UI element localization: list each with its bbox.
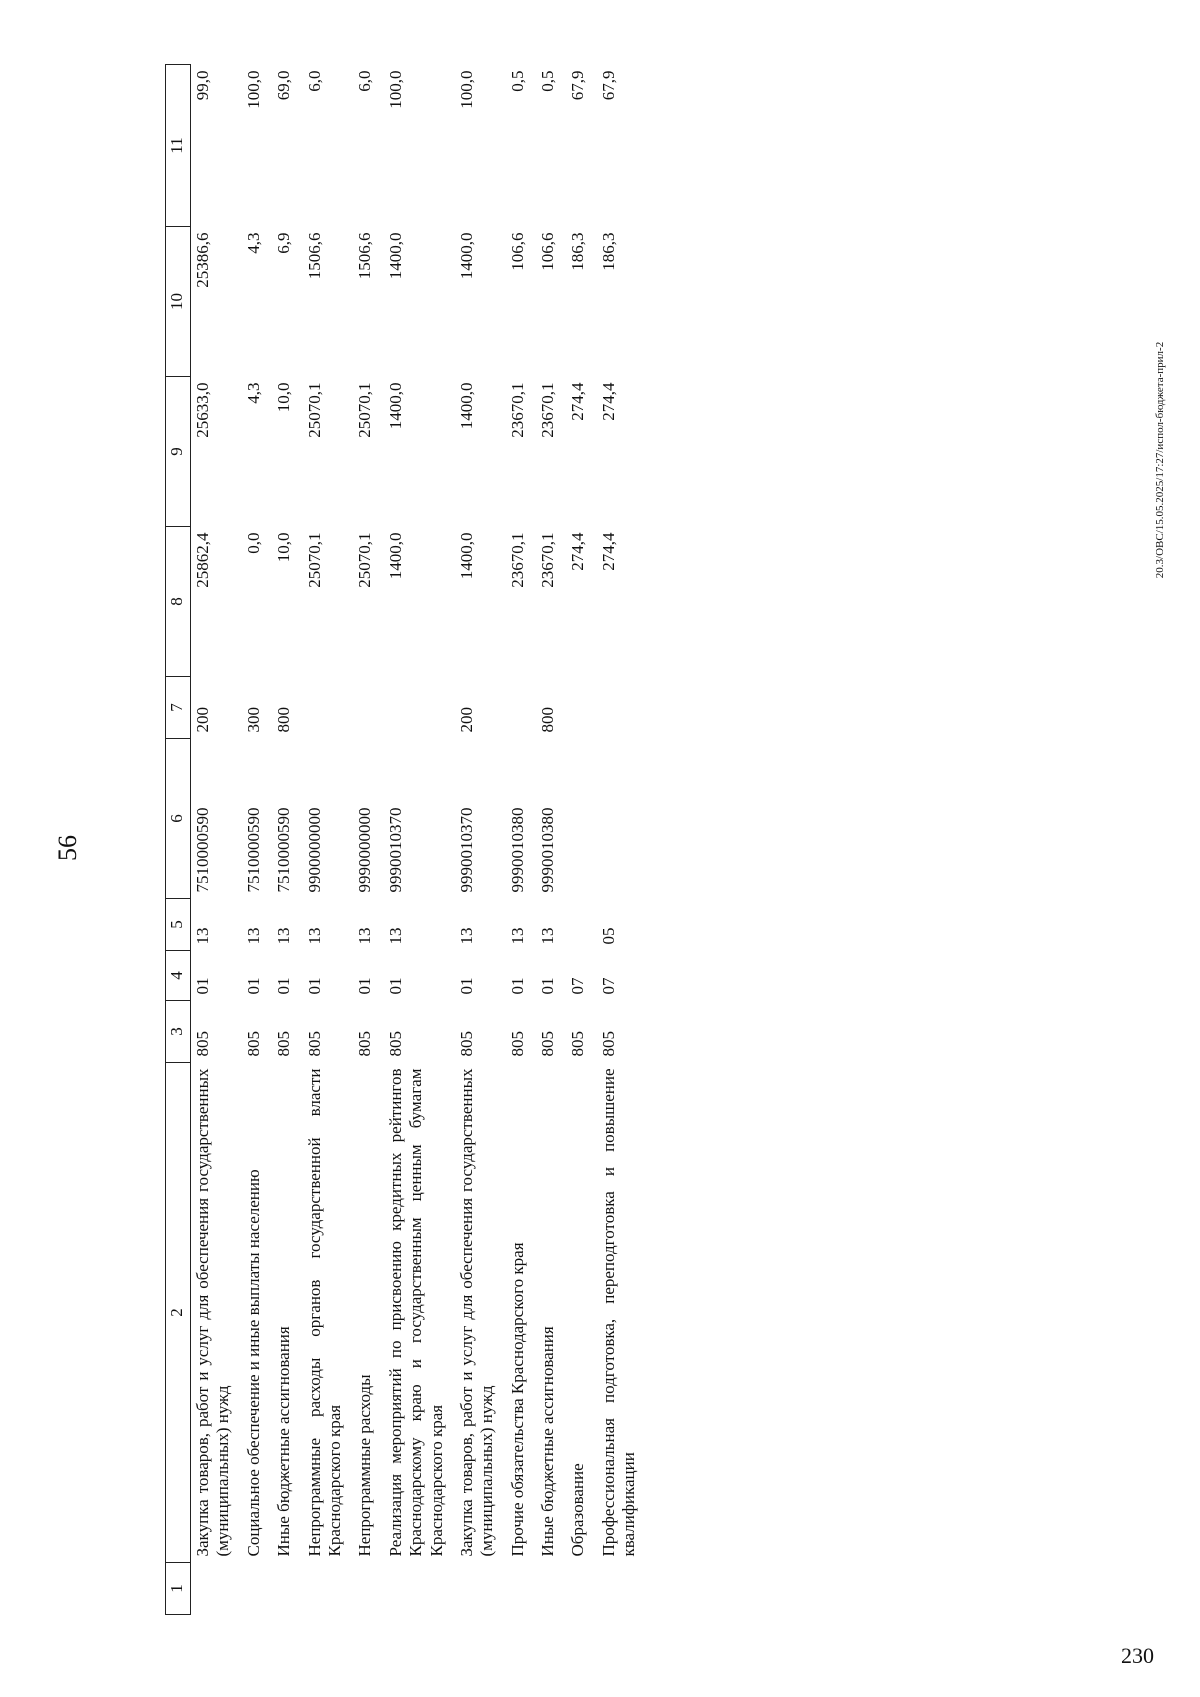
column-header: 10 [166, 227, 191, 377]
rotated-table-wrapper [165, 65, 985, 1615]
value-col-9: 25070,1 [304, 382, 324, 438]
target-article-code: 9990000000 [355, 807, 375, 893]
value-col-9: 10,0 [274, 382, 294, 413]
column-header: 3 [166, 1001, 191, 1063]
value-col-8: 274,4 [598, 532, 618, 571]
value-col-10: 186,3 [598, 232, 618, 271]
subsection-code: 05 [598, 927, 618, 945]
subsection-code: 13 [243, 927, 263, 945]
ministry-code: 805 [355, 1031, 375, 1057]
subsection-code [566, 899, 596, 951]
value-col-9: 23670,1 [507, 382, 527, 438]
percent-col-11: 6,0 [355, 70, 375, 92]
column-header: 5 [166, 899, 191, 951]
expense-type-code: 800 [274, 707, 294, 733]
value-col-9: 25070,1 [355, 382, 375, 438]
value-col-8: 274,4 [568, 532, 588, 571]
table-row [384, 65, 455, 1615]
value-col-10: 6,9 [274, 232, 294, 254]
column-header: 7 [166, 677, 191, 739]
percent-col-11: 67,9 [568, 70, 588, 101]
row-name: Прочие обязательства Краснодарского края [507, 1242, 527, 1557]
column-header: 4 [166, 951, 191, 1001]
section-code: 01 [304, 977, 324, 995]
row-name: Непрограммные расходы органов государственной власти Краснодарского края [304, 1068, 344, 1557]
target-article-code [597, 739, 648, 899]
subsection-code: 13 [274, 927, 294, 945]
section-code: 01 [274, 977, 294, 995]
expense-type-code [597, 677, 648, 739]
column-header: 8 [166, 527, 191, 677]
target-article-code: 7510000590 [243, 807, 263, 893]
table-row [597, 65, 648, 1615]
row-name: Профессиональная подготовка, переподготовка и повышение квалификации [598, 1068, 639, 1557]
table-row [303, 65, 354, 1615]
percent-col-11: 6,0 [304, 70, 324, 92]
ministry-code: 805 [385, 1031, 405, 1057]
page-number: 56 [53, 835, 82, 861]
section-code: 01 [456, 977, 476, 995]
expense-type-code: 800 [538, 707, 558, 733]
value-col-9: 274,4 [568, 382, 588, 421]
table-row [455, 65, 506, 1615]
value-col-9: 1400,0 [456, 382, 476, 430]
value-col-9: 274,4 [598, 382, 618, 421]
value-col-8: 10,0 [274, 532, 294, 563]
ministry-code: 805 [274, 1031, 294, 1057]
target-article-code: 9990010370 [385, 807, 405, 893]
value-col-8: 25862,4 [193, 532, 212, 588]
expense-type-code: 300 [243, 707, 263, 733]
ministry-code: 805 [193, 1031, 212, 1057]
budget-table [165, 64, 648, 1615]
section-code: 01 [385, 977, 405, 995]
percent-col-11: 100,0 [456, 70, 476, 109]
expense-type-code: 200 [456, 707, 476, 733]
expense-type-code [353, 677, 383, 739]
target-article-code: 9990010380 [507, 807, 527, 893]
ministry-code: 805 [456, 1031, 476, 1057]
table-row [191, 65, 242, 1615]
section-code: 01 [355, 977, 375, 995]
value-col-10: 1400,0 [456, 232, 476, 280]
row-name: Закупка товаров, работ и услуг для обеспечения государственных (муниципальных) нужд [193, 1068, 233, 1557]
value-col-10: 106,6 [538, 232, 558, 271]
target-article-code: 9990010370 [456, 807, 476, 893]
percent-col-11: 100,0 [243, 70, 263, 109]
ministry-code: 805 [304, 1031, 324, 1057]
value-col-8: 23670,1 [507, 532, 527, 588]
ministry-code: 805 [538, 1031, 558, 1057]
value-col-8: 0,0 [243, 532, 263, 554]
expense-type-code [384, 677, 455, 739]
document-footer-path: 20.3/ОВС/15.05.2025/17:27/испол-бюджета-прил-2 [1154, 341, 1166, 579]
section-code: 01 [538, 977, 558, 995]
table-row [242, 65, 272, 1615]
value-col-8: 23670,1 [538, 532, 558, 588]
row-name: Иные бюджетные ассигнования [274, 1326, 294, 1557]
column-header: 11 [166, 65, 191, 227]
column-header: 6 [166, 739, 191, 899]
value-col-8: 25070,1 [355, 532, 375, 588]
table-header-row [166, 65, 191, 1615]
ministry-code: 805 [598, 1031, 618, 1057]
target-article-code: 7510000590 [274, 807, 294, 893]
percent-col-11: 69,0 [274, 70, 294, 101]
percent-col-11: 67,9 [598, 70, 618, 101]
row-name: Непрограммные расходы [355, 1374, 375, 1557]
row-name: Образование [568, 1463, 588, 1557]
table-row [506, 65, 536, 1615]
row-name: Иные бюджетные ассигнования [538, 1326, 558, 1557]
expense-type-code: 200 [193, 707, 212, 733]
subsection-code: 13 [193, 927, 212, 945]
column-header: 9 [166, 377, 191, 527]
section-code: 07 [598, 977, 618, 995]
value-col-8: 1400,0 [385, 532, 405, 580]
value-col-10: 1506,6 [304, 232, 324, 280]
expense-type-code [303, 677, 354, 739]
value-col-9: 4,3 [243, 382, 263, 404]
subsection-code: 13 [538, 927, 558, 945]
subsection-code: 13 [355, 927, 375, 945]
value-col-8: 1400,0 [456, 532, 476, 580]
ministry-code: 805 [568, 1031, 588, 1057]
section-code: 01 [507, 977, 527, 995]
subsection-code: 13 [456, 927, 476, 945]
subsection-code: 13 [385, 927, 405, 945]
table-row [566, 65, 596, 1615]
percent-col-11: 100,0 [385, 70, 405, 109]
value-col-10: 186,3 [568, 232, 588, 271]
subsection-code: 13 [304, 927, 324, 945]
percent-col-11: 0,5 [507, 70, 527, 92]
section-code: 07 [568, 977, 588, 995]
target-article-code: 9900000000 [304, 807, 324, 893]
subsection-code: 13 [507, 927, 527, 945]
target-article-code: 7510000590 [193, 807, 212, 893]
ministry-code: 805 [243, 1031, 263, 1057]
percent-col-11: 99,0 [193, 70, 212, 101]
value-col-10: 106,6 [507, 232, 527, 271]
value-col-8: 25070,1 [304, 532, 324, 588]
row-name: Социальное обеспечение и иные выплаты населению [243, 1169, 263, 1557]
value-col-10: 4,3 [243, 232, 263, 254]
table-row [272, 65, 302, 1615]
section-code: 01 [193, 977, 212, 995]
value-col-9: 1400,0 [385, 382, 405, 430]
ministry-code: 805 [507, 1031, 527, 1057]
expense-type-code [566, 677, 596, 739]
target-article-code [566, 739, 596, 899]
row-name: Реализация мероприятий по присвоению кредитных рейтингов Краснодарскому краю и государственным ценным бумагам Краснодарского края [385, 1068, 446, 1557]
value-col-10: 1400,0 [385, 232, 405, 280]
table-row [353, 65, 383, 1615]
section-code: 01 [243, 977, 263, 995]
row-name: Закупка товаров, работ и услуг для обеспечения государственных (муниципальных) нужд [456, 1068, 497, 1557]
table-row [536, 65, 566, 1615]
value-col-10: 25386,6 [193, 232, 212, 288]
target-article-code: 9990010380 [538, 807, 558, 893]
column-header: 2 [166, 1063, 191, 1563]
sheet-number: 230 [1121, 1643, 1154, 1668]
column-header: 1 [166, 1563, 191, 1615]
value-col-10: 1506,6 [355, 232, 375, 280]
value-col-9: 23670,1 [538, 382, 558, 438]
percent-col-11: 0,5 [538, 70, 558, 92]
value-col-9: 25633,0 [193, 382, 212, 438]
expense-type-code [506, 677, 536, 739]
